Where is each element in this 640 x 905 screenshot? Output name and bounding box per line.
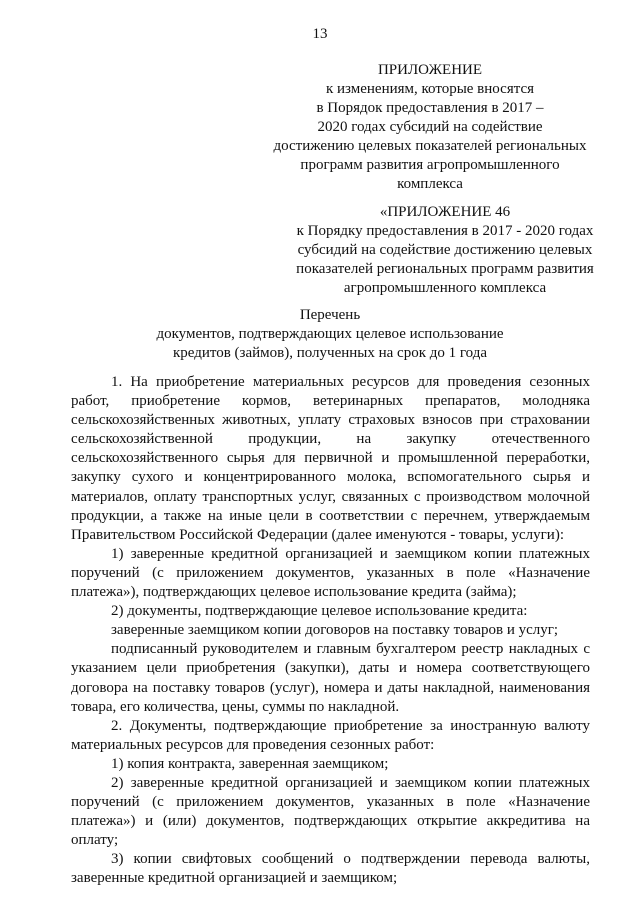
appendix-heading: ПРИЛОЖЕНИЕ xyxy=(377,62,483,78)
paragraph: подписанный руководителем и главным бухгалтером реестр накладных с указанием цели приобретения (закупки), даты и номера соответствующего договора на поставку товаров (услуг), номера и даты накладной, наименования товара, его количества, цены, суммы по накладной. xyxy=(71,641,590,715)
appendix-line: достижению целевых показателей региональных xyxy=(273,138,587,154)
page-number: 13 xyxy=(312,26,328,42)
appendix-line: 2020 годах субсидий на содействие xyxy=(317,119,543,135)
paragraph: 2) заверенные кредитной организацией и заемщиком копии платежных поручений (с приложением документов, указанных в поле «Назначение платежа») и (или) документов, подтверждающих открытие аккредитива на оплату; xyxy=(71,774,590,849)
appendix-line: программ развития агропромышленного xyxy=(300,157,560,173)
paragraph: 3) копии свифтовых сообщений о подтверждении перевода валюты, заверенные кредитной организацией и заемщиком; xyxy=(71,851,590,887)
title-line: Перечень xyxy=(299,307,361,323)
paragraph: 1. На приобретение материальных ресурсов для проведения сезонных работ, приобретение кормов, ветеринарных препаратов, молодняка сельскохозяйственных животных, уплату страховых взносов при страховании сельскохозяйственной продукции, на закупку отечественного сельскохозяйственного сырья для первичной и промышленной переработки, закупку сухого и концентрированного молока, вспомогательного сырья и материалов, оплату транспортных услуг, связанных с производством молочной продукции, а также на иные цели в соответствии с перечнем, утверждаемым Правительством Российской Федерации (далее именуются - товары, услуги): xyxy=(71,374,590,543)
document-body xyxy=(71,373,590,889)
appendix-46-line: агропромышленного комплекса xyxy=(343,280,547,296)
appendix-46-heading: «ПРИЛОЖЕНИЕ 46 xyxy=(379,204,511,220)
document-title xyxy=(60,306,600,363)
paragraph: заверенные заемщиком копии договоров на поставку товаров и услуг; xyxy=(111,622,559,639)
appendix-46-line: к Порядку предоставления в 2017 - 2020 годах xyxy=(296,223,594,239)
paragraph: 2) документы, подтверждающие целевое использование кредита: xyxy=(111,603,528,620)
title-line: кредитов (займов), полученных на срок до 1 года xyxy=(172,345,488,361)
appendix-header xyxy=(240,61,620,194)
appendix-46-header xyxy=(270,203,620,298)
appendix-line: в Порядок предоставления в 2017 – xyxy=(316,100,544,116)
appendix-line: комплекса xyxy=(397,176,463,192)
paragraph: 1) заверенные кредитной организацией и заемщиком копии платежных поручений (с приложением документов, указанных в поле «Назначение платежа»), подтверждающих целевое использование кредита (займа); xyxy=(71,545,590,601)
paragraph: 1) копия контракта, заверенная заемщиком; xyxy=(111,755,389,772)
appendix-46-line: показателей региональных программ развития xyxy=(296,261,594,277)
title-line: документов, подтверждающих целевое использование xyxy=(156,326,504,342)
paragraph: 2. Документы, подтверждающие приобретение за иностранную валюту материальных ресурсов для проведения сезонных работ: xyxy=(71,717,590,753)
appendix-line: к изменениям, которые вносятся xyxy=(325,81,535,97)
appendix-46-line: субсидий на содействие достижению целевых xyxy=(297,242,593,258)
